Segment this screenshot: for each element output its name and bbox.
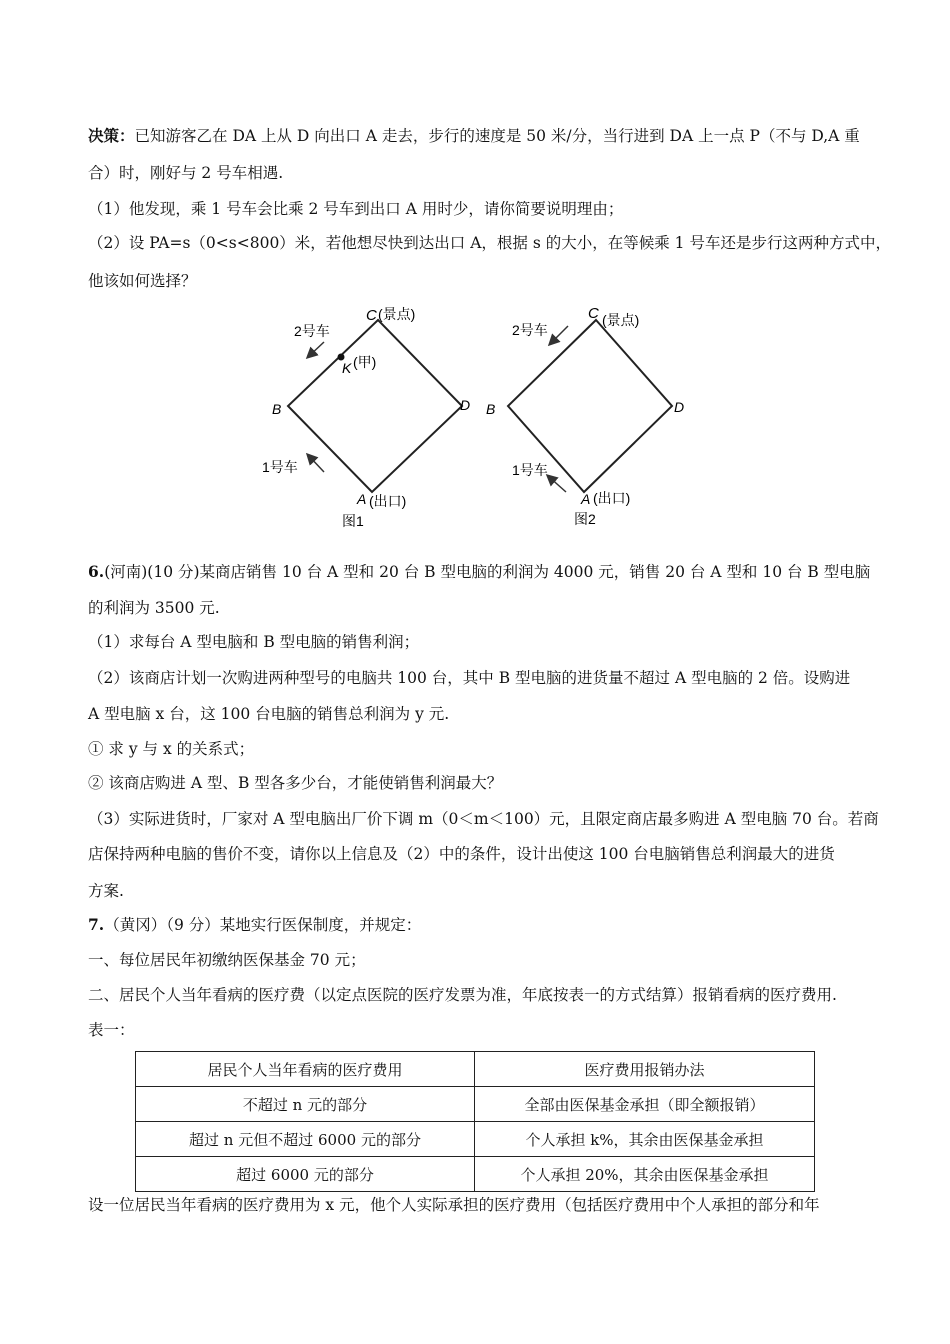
problem-6-question-2b: A 型电脑 x 台，这 100 台电脑的销售总利润为 y 元.	[88, 705, 450, 723]
decision-question-2a: （2）设 PA=s（0<s<800）米，若他想尽快到达出口 A，根据 s 的大小，在等候乘 1 号车还是步行这两种方式中，	[88, 234, 891, 252]
fig2-label-a: A	[581, 491, 591, 507]
fig1-label-d: D	[460, 397, 471, 413]
problem-6-text-1: (河南)(10 分)某商店销售 10 台 A 型和 20 台 B 型电脑的利润为 4000 元，销售 20 台 A 型和 10 台 B 型电脑	[104, 563, 871, 581]
problem-6-question-2i: ① 求 y 与 x 的关系式；	[88, 740, 255, 758]
table-cell: 超过 6000 元的部分	[136, 1157, 475, 1192]
table-cell: 不超过 n 元的部分	[136, 1087, 475, 1122]
decision-question-1: （1）他发现，乘 1 号车会比乘 2 号车到出口 A 用时少，请你简要说明理由；	[88, 200, 624, 218]
fig1-label-a-note: (出口)	[369, 493, 407, 509]
table-header-cell: 居民个人当年看病的医疗费用	[136, 1052, 475, 1087]
fig1-car2-label: 2号车	[294, 323, 330, 339]
decision-text-1: 已知游客乙在 DA 上从 D 向出口 A 走去，步行的速度是 50 米/分，当行进到 DA 上一点 P（不与 D,A 重	[134, 127, 860, 145]
fig2-caption: 图2	[574, 511, 596, 527]
fig1-car2-arrow	[308, 342, 324, 357]
table-cell: 全部由医保基金承担（即全额报销）	[475, 1087, 815, 1122]
problem-6-question-1: （1）求每台 A 型电脑和 B 型电脑的销售利润；	[88, 633, 420, 651]
problem-7-after-table: 设一位居民当年看病的医疗费用为 x 元，他个人实际承担的医疗费用（包括医疗费用中个人承担的部分和年	[88, 1196, 820, 1214]
table-row	[136, 1122, 815, 1157]
fig2-label-c-note: (景点)	[602, 312, 640, 328]
decision-line-2: 合）时，刚好与 2 号车相遇.	[88, 164, 284, 182]
fig1-car1-arrow	[308, 455, 324, 472]
fig1-car1-label: 1号车	[262, 459, 298, 475]
fig2-label-d: D	[674, 399, 685, 415]
problem-6-question-3b: 店保持两种电脑的售价不变，请你以上信息及（2）中的条件，设计出使这 100 台电脑销售总利润最大的进货	[88, 845, 835, 863]
problem-7-line-1	[88, 914, 868, 936]
table-header-row	[136, 1052, 815, 1087]
table-cell: 个人承担 k%，其余由医保基金承担	[475, 1122, 815, 1157]
problem-6-question-3c: 方案.	[88, 882, 124, 900]
problem-7-rule-2: 二、居民个人当年看病的医疗费（以定点医院的医疗发票为准，年底按表一的方式结算）报销看病的医疗费用.	[88, 986, 837, 1004]
table-row	[136, 1087, 815, 1122]
decision-question-2b: 他该如何选择？	[88, 272, 197, 290]
problem-6-number: 6.	[88, 562, 105, 581]
problem-7-rule-1: 一、每位居民年初缴纳医保基金 70 元；	[88, 951, 366, 969]
decision-label: 决策：	[88, 126, 135, 145]
route-figures	[250, 300, 710, 535]
fig1-caption: 图1	[342, 513, 364, 529]
problem-6-line-1	[88, 561, 871, 583]
figure-1	[262, 306, 470, 529]
table-cell: 个人承担 20%，其余由医保基金承担	[475, 1157, 815, 1192]
fig1-label-k: K	[342, 360, 352, 376]
problem-7-text-1: （黄冈）（9 分）某地实行医保制度，并规定：	[104, 916, 422, 934]
fig2-label-b: B	[486, 401, 496, 417]
fig1-label-k-note: (甲)	[353, 354, 377, 370]
reimbursement-table	[135, 1051, 815, 1192]
fig2-label-c: C	[588, 305, 599, 322]
fig1-label-c-note: (景点)	[378, 306, 416, 322]
fig2-car1-label: 1号车	[512, 462, 548, 478]
fig2-label-a-note: (出口)	[593, 490, 631, 506]
problem-6-question-2a: （2）该商店计划一次购进两种型号的电脑共 100 台，其中 B 型电脑的进货量不超过 A 型电脑的 2 倍。设购进	[88, 669, 851, 687]
table-row	[136, 1157, 815, 1192]
fig1-label-c: C	[366, 307, 377, 324]
table-cell: 超过 n 元但不超过 6000 元的部分	[136, 1122, 475, 1157]
fig1-label-b: B	[272, 401, 282, 417]
problem-6-question-3a: （3）实际进货时，厂家对 A 型电脑出厂价下调 m（0＜m＜100）元，且限定商店最多购进 A 型电脑 70 台。若商	[88, 810, 879, 828]
table-header-cell: 医疗费用报销办法	[475, 1052, 815, 1087]
fig2-car2-label: 2号车	[512, 322, 548, 338]
problem-7-table-label: 表一：	[88, 1021, 135, 1039]
problem-6-line-2: 的利润为 3500 元.	[88, 599, 220, 617]
fig2-car2-arrow	[550, 326, 568, 344]
figure-1-square	[288, 320, 462, 492]
decision-line-1	[88, 125, 868, 147]
fig1-label-a: A	[357, 491, 367, 507]
problem-7-number: 7.	[88, 915, 105, 934]
figure-2	[486, 305, 684, 527]
fig2-car1-arrow	[548, 476, 566, 492]
problem-6-question-2ii: ② 该商店购进 A 型、B 型各多少台，才能使销售利润最大？	[88, 774, 503, 792]
